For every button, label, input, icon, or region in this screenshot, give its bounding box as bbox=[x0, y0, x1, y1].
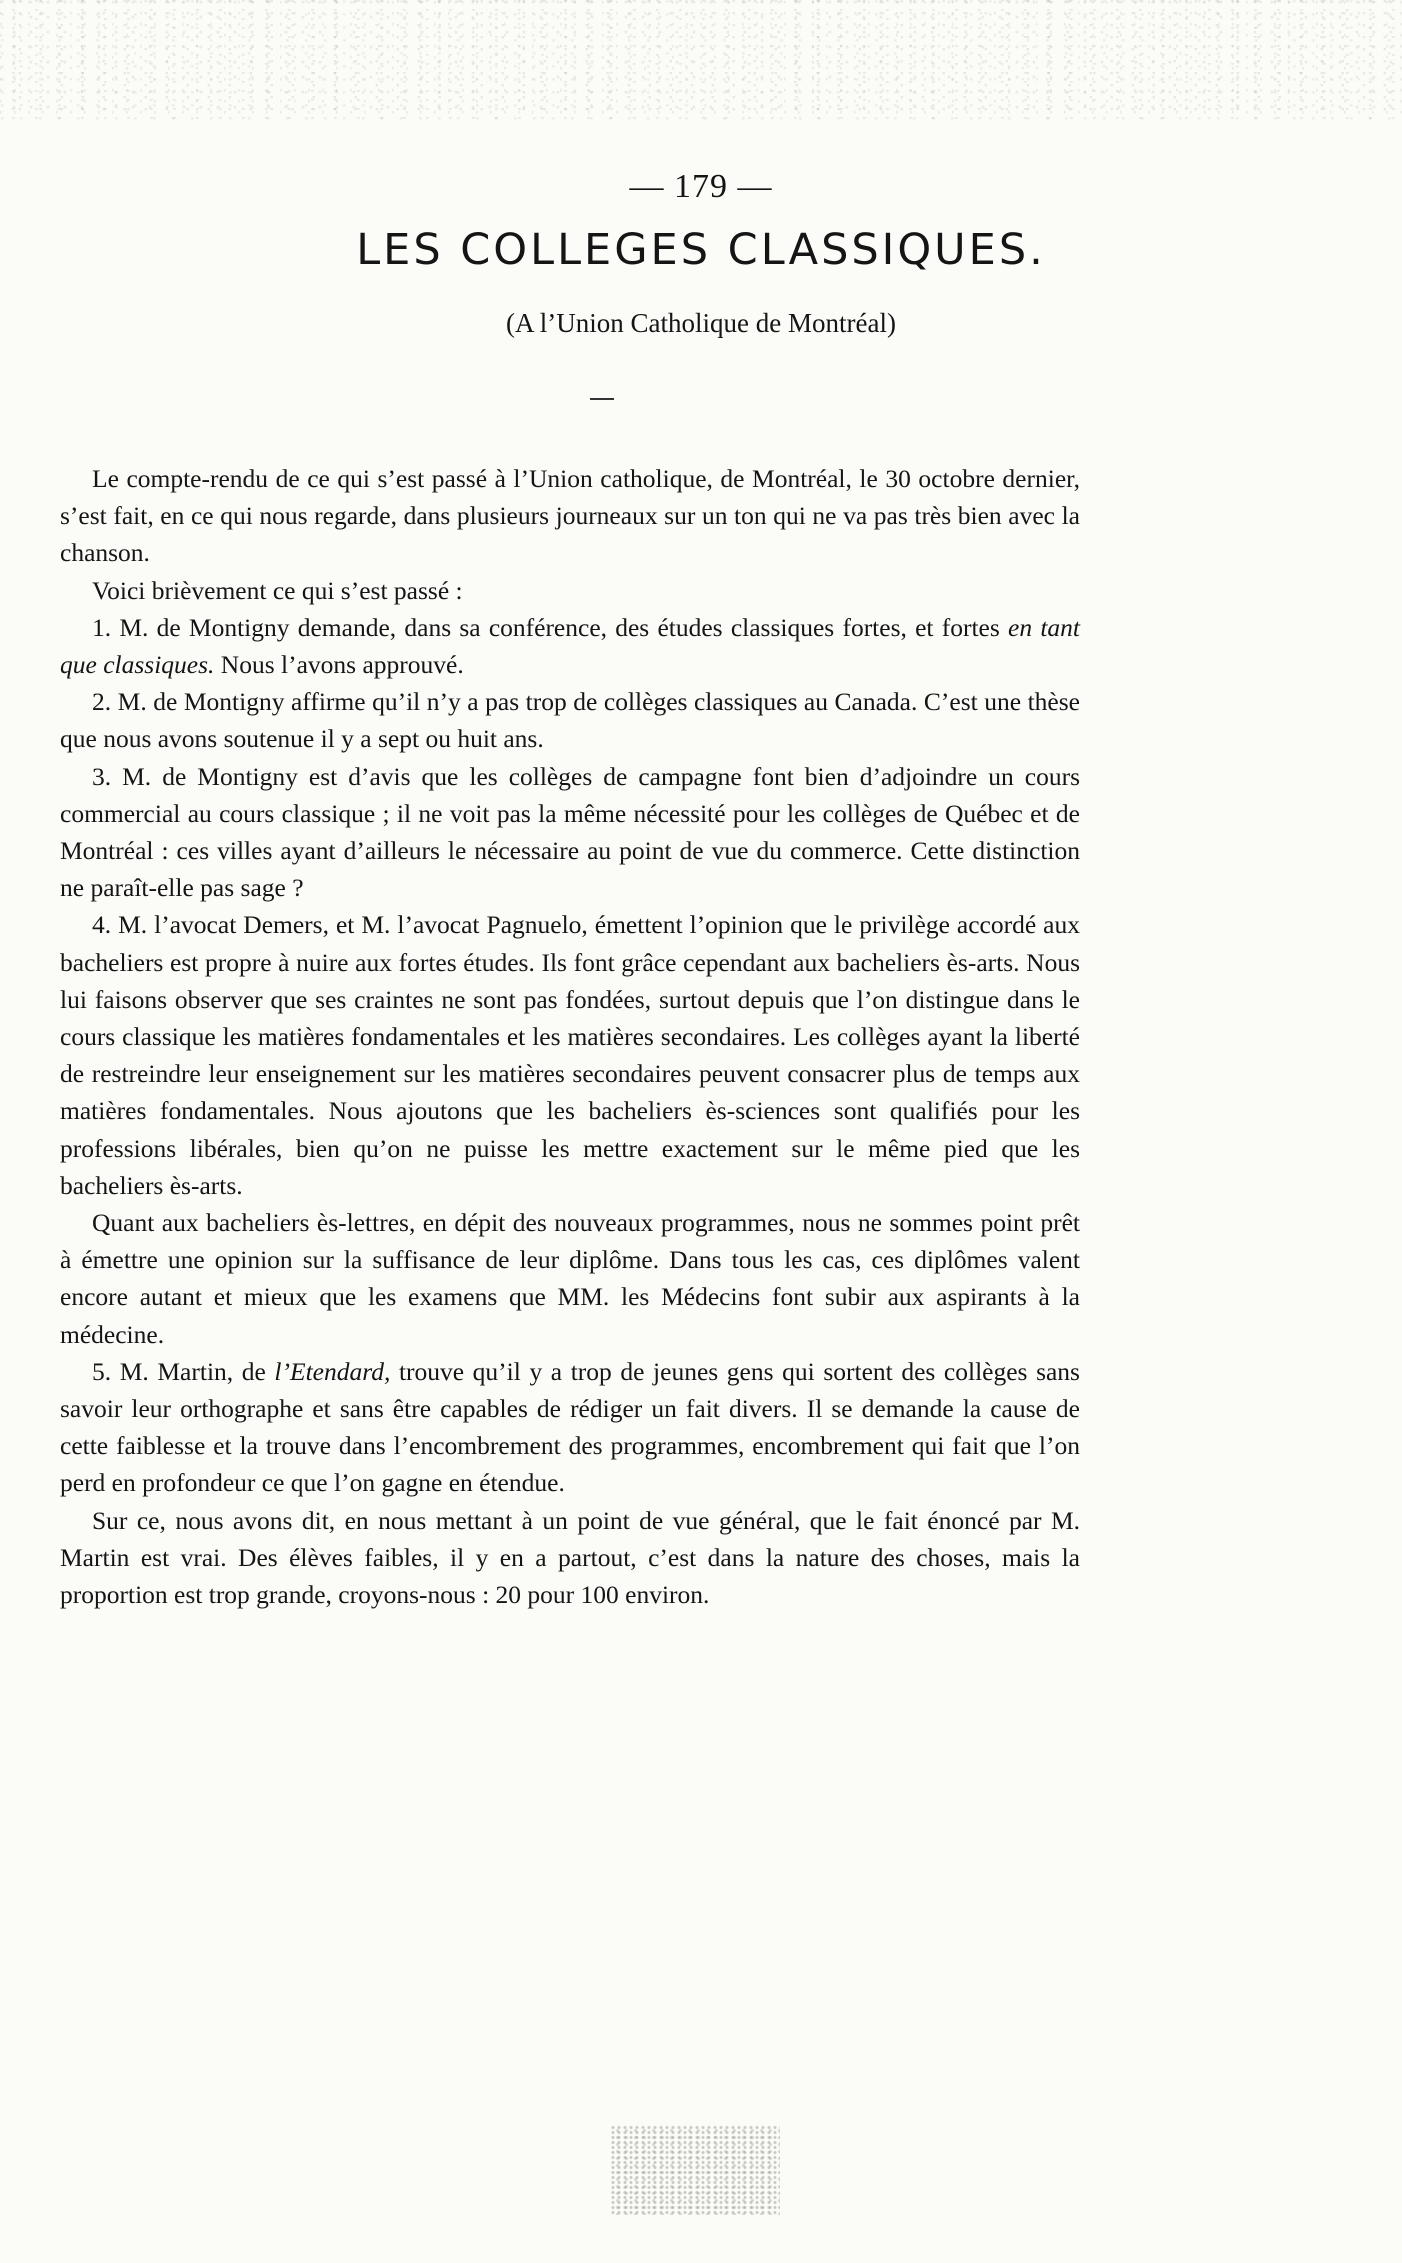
point-5-emphasis: l’Etendard, bbox=[274, 1356, 391, 1386]
point-1 bbox=[60, 609, 1080, 683]
point-5-tail: trouve qu’il y a trop de jeunes gens qui sortent des collèges sans savoir leur orthographe et sans être capables de rédiger un fait divers. Il se demande la cause de cette faiblesse et la trouve dans l’encombrement des programmes, encombrement qui fait que l’on perd en profondeur ce que l’on gagne en étendue. bbox=[60, 1356, 1080, 1498]
article-subtitle: (A l’Union Catholique de Montréal) bbox=[506, 308, 896, 338]
intro-paragraph: Le compte-rendu de ce qui s’est passé à l’Union catholique, de Montréal, le 30 octobre dernier, s’est fait, en ce qui nous regarde, dans plusieurs journeaux sur un ton qui ne va pas très bien avec la chanson. bbox=[60, 464, 1080, 568]
point-4: 4. M. l’avocat Demers, et M. l’avocat Pagnuelo, émettent l’opinion que le privilège accordé aux bacheliers est propre à nuire aux fortes études. Ils font grâce cependant aux bacheliers ès-arts. Nous lui faisons observer que ses craintes ne sont pas fondées, surtout depuis que l’on distingue dans le cours classique les matières fondamentales et les matières secondaires. Les collèges ayant la liberté de restreindre leur enseignement sur les matières secondaires peuvent consacrer plus de temps aux matières fondamentales. Nous ajoutons que les bacheliers ès-sciences sont qualifiés pour les professions libérales, bien qu’on ne puisse les mettre exactement sur le même pied que les bacheliers ès-arts. bbox=[60, 910, 1080, 1200]
conclusion-paragraph: Sur ce, nous avons dit, en nous mettant à un point de vue général, que le fait énoncé par M. Martin est vrai. Des élèves faibles, il y en a partout, c’est dans la nature des choses, mais la proportion est trop grande, croyons-nous : 20 pour 100 environ. bbox=[60, 1505, 1080, 1610]
page-number: — 179 — bbox=[629, 168, 773, 205]
point-5 bbox=[60, 1353, 1080, 1502]
intro-paragraph-2: Voici brièvement ce qui s’est passé : bbox=[92, 575, 463, 605]
point-1-text: 1. M. de Montigny demande, dans sa conférence, des études classiques fortes, et fortes bbox=[92, 612, 1009, 642]
point-2: 2. M. de Montigny affirme qu’il n’y a pas trop de collèges classiques au Canada. C’est une thèse que nous avons soutenue il y a sept ou huit ans. bbox=[60, 687, 1080, 754]
point-3: 3. M. de Montigny est d’avis que les collèges de campagne font bien d’adjoindre un cours commercial au cours classique ; il ne voit pas la même nécessité pour les collèges de Québec et de Montréal : ces villes ayant d’ailleurs le nécessaire au point de vue du commerce. Cette distinction ne paraît-elle pas sage ? bbox=[60, 761, 1080, 903]
scan-noise-top bbox=[0, 0, 1402, 120]
separator-dash bbox=[590, 398, 614, 400]
point-1-emphasis: en tant que classiques. bbox=[60, 612, 1080, 680]
article-body bbox=[60, 460, 1080, 1613]
article-title: LES COLLEGES CLASSIQUES. bbox=[356, 225, 1046, 275]
scan-noise-bottom bbox=[610, 2125, 780, 2215]
point-5-text: 5. M. Martin, de bbox=[92, 1356, 275, 1386]
point-1-tail: Nous l’avons approuvé. bbox=[214, 650, 464, 680]
point-4-continued: Quant aux bacheliers ès-lettres, en dépit des nouveaux programmes, nous ne sommes point prêt à émettre une opinion sur la suffisance de leur diplôme. Dans tous les cas, ces diplômes valent encore autant et mieux que les examens que MM. les Médecins font subir aux aspirants à la médecine. bbox=[60, 1208, 1080, 1349]
